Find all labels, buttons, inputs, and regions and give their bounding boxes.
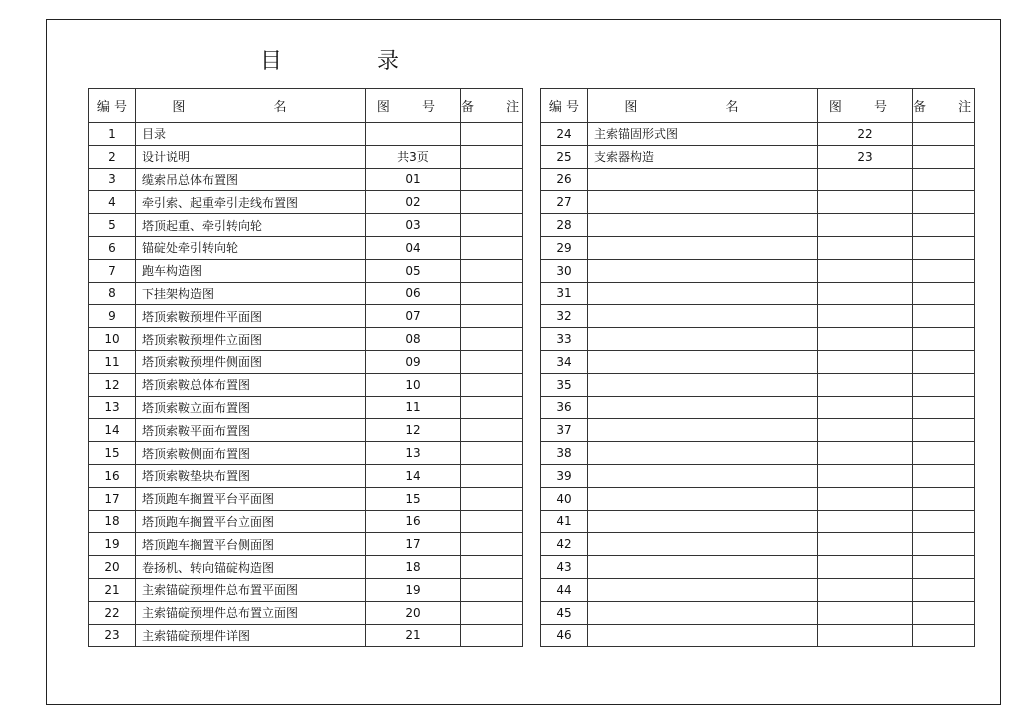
table-row [89,259,523,282]
index-table-right [540,88,986,647]
cell-number: 27 [541,191,588,214]
cell-drawing-number: 13 [366,442,461,465]
index-table-left [88,88,534,647]
cell-remark [461,145,523,168]
table-row [541,214,975,237]
cell-remark [461,373,523,396]
cell-drawing-number [818,556,913,579]
table-row [541,533,975,556]
cell-drawing-number: 08 [366,328,461,351]
cell-remark [461,396,523,419]
cell-drawing-name: 塔顶起重、牵引转向轮 [136,214,366,237]
cell-number: 6 [89,236,136,259]
cell-drawing-number: 18 [366,556,461,579]
header-number: 编 号 [89,89,136,123]
cell-drawing-number: 05 [366,259,461,282]
table-row [89,624,523,647]
cell-drawing-name: 塔顶索鞍预埋件立面图 [136,328,366,351]
cell-remark [461,487,523,510]
cell-number: 3 [89,168,136,191]
cell-remark [913,487,975,510]
cell-drawing-name [588,282,818,305]
cell-number: 40 [541,487,588,510]
cell-number: 4 [89,191,136,214]
cell-number: 7 [89,259,136,282]
cell-remark [913,236,975,259]
cell-drawing-name [588,373,818,396]
cell-drawing-number [818,487,913,510]
cell-drawing-name [588,487,818,510]
table-row [89,123,523,146]
cell-remark [913,533,975,556]
cell-drawing-number [818,214,913,237]
table-row [541,510,975,533]
table-row [541,350,975,373]
cell-drawing-number: 07 [366,305,461,328]
cell-drawing-name: 设计说明 [136,145,366,168]
cell-remark [461,533,523,556]
cell-drawing-number: 19 [366,578,461,601]
table-row [541,373,975,396]
cell-drawing-number: 12 [366,419,461,442]
cell-remark [461,168,523,191]
table-row [89,214,523,237]
cell-drawing-name: 主索锚碇预埋件总布置立面图 [136,601,366,624]
cell-number: 33 [541,328,588,351]
cell-drawing-number: 10 [366,373,461,396]
header-remark: 备 注 [913,89,975,123]
cell-drawing-name [588,191,818,214]
cell-number: 19 [89,533,136,556]
cell-drawing-number [818,236,913,259]
cell-remark [461,328,523,351]
table-row [541,236,975,259]
cell-drawing-number: 17 [366,533,461,556]
table-row [541,464,975,487]
cell-drawing-name: 塔顶索鞍预埋件侧面图 [136,350,366,373]
cell-number: 46 [541,624,588,647]
cell-remark [913,510,975,533]
cell-drawing-number [818,373,913,396]
header-drawing-number: 图 号 [366,89,461,123]
table-row [541,578,975,601]
cell-drawing-number [818,350,913,373]
table-header-row [541,89,975,123]
table-row [541,601,975,624]
table-row [89,419,523,442]
table-row [89,396,523,419]
table-row [89,487,523,510]
cell-number: 25 [541,145,588,168]
cell-drawing-name: 塔顶索鞍预埋件平面图 [136,305,366,328]
cell-drawing-number: 03 [366,214,461,237]
header-number: 编 号 [541,89,588,123]
cell-remark [461,214,523,237]
cell-drawing-number: 06 [366,282,461,305]
cell-remark [461,601,523,624]
cell-number: 18 [89,510,136,533]
cell-drawing-name: 目录 [136,123,366,146]
table-row [89,442,523,465]
cell-drawing-name [588,624,818,647]
table-row [541,168,975,191]
cell-remark [913,350,975,373]
cell-remark [913,442,975,465]
cell-number: 31 [541,282,588,305]
cell-drawing-name: 塔顶索鞍总体布置图 [136,373,366,396]
cell-drawing-name: 塔顶跑车搁置平台平面图 [136,487,366,510]
table-row [89,328,523,351]
cell-drawing-name [588,214,818,237]
header-drawing-name: 图 名 [588,89,818,123]
cell-remark [461,259,523,282]
cell-drawing-name: 塔顶索鞍侧面布置图 [136,442,366,465]
cell-number: 37 [541,419,588,442]
cell-drawing-name: 塔顶索鞍垫块布置图 [136,464,366,487]
cell-number: 14 [89,419,136,442]
table-row [89,601,523,624]
cell-number: 15 [89,442,136,465]
table-row [541,328,975,351]
cell-number: 32 [541,305,588,328]
cell-drawing-name [588,305,818,328]
cell-number: 28 [541,214,588,237]
cell-remark [913,282,975,305]
cell-number: 43 [541,556,588,579]
cell-drawing-number: 23 [818,145,913,168]
table-row [89,578,523,601]
table-row [541,305,975,328]
cell-remark [913,123,975,146]
cell-remark [913,396,975,419]
cell-drawing-name: 塔顶索鞍立面布置图 [136,396,366,419]
cell-remark [913,419,975,442]
cell-remark [461,305,523,328]
cell-drawing-name [588,464,818,487]
cell-number: 38 [541,442,588,465]
cell-drawing-number: 共3页 [366,145,461,168]
header-drawing-number: 图 号 [818,89,913,123]
cell-remark [913,556,975,579]
cell-drawing-name: 塔顶索鞍平面布置图 [136,419,366,442]
cell-number: 1 [89,123,136,146]
cell-drawing-name: 主索锚碇预埋件总布置平面图 [136,578,366,601]
cell-remark [461,191,523,214]
cell-drawing-number [818,578,913,601]
cell-drawing-name: 牵引索、起重牵引走线布置图 [136,191,366,214]
cell-drawing-number: 22 [818,123,913,146]
cell-remark [913,578,975,601]
cell-drawing-number [818,259,913,282]
cell-drawing-name [588,236,818,259]
cell-number: 21 [89,578,136,601]
cell-drawing-number [818,533,913,556]
table-row [89,556,523,579]
cell-drawing-name: 跑车构造图 [136,259,366,282]
cell-drawing-name: 支索器构造 [588,145,818,168]
cell-remark [913,624,975,647]
cell-remark [913,464,975,487]
cell-drawing-number: 01 [366,168,461,191]
cell-number: 2 [89,145,136,168]
table-row [89,168,523,191]
table-row [89,191,523,214]
cell-drawing-number [818,442,913,465]
cell-drawing-number [366,123,461,146]
cell-drawing-name: 主索锚碇预埋件详图 [136,624,366,647]
cell-drawing-name: 塔顶跑车搁置平台侧面图 [136,533,366,556]
table-row [89,350,523,373]
cell-drawing-number: 16 [366,510,461,533]
cell-drawing-name [588,556,818,579]
cell-drawing-name [588,419,818,442]
table-row [89,145,523,168]
cell-drawing-name [588,578,818,601]
cell-drawing-number [818,510,913,533]
cell-drawing-number: 11 [366,396,461,419]
cell-drawing-name: 下挂架构造图 [136,282,366,305]
cell-drawing-number [818,168,913,191]
cell-remark [913,214,975,237]
page-title: 目 录 [260,49,443,74]
cell-drawing-number: 21 [366,624,461,647]
cell-number: 10 [89,328,136,351]
table-row [89,282,523,305]
cell-number: 16 [89,464,136,487]
cell-remark [913,191,975,214]
cell-remark [913,373,975,396]
cell-drawing-number [818,624,913,647]
cell-drawing-number: 04 [366,236,461,259]
cell-number: 20 [89,556,136,579]
cell-drawing-number [818,419,913,442]
cell-drawing-name [588,510,818,533]
cell-drawing-name [588,396,818,419]
cell-remark [913,145,975,168]
table-row [541,282,975,305]
cell-drawing-number [818,601,913,624]
table-row [89,533,523,556]
cell-number: 26 [541,168,588,191]
table-row [89,236,523,259]
cell-remark [461,442,523,465]
cell-drawing-number [818,464,913,487]
table-row [541,191,975,214]
cell-number: 17 [89,487,136,510]
cell-number: 35 [541,373,588,396]
cell-remark [461,464,523,487]
cell-drawing-number [818,396,913,419]
cell-drawing-name [588,350,818,373]
cell-drawing-number: 14 [366,464,461,487]
cell-drawing-number: 09 [366,350,461,373]
cell-remark [461,556,523,579]
cell-drawing-number [818,305,913,328]
cell-drawing-number: 20 [366,601,461,624]
cell-remark [913,259,975,282]
table-row [541,123,975,146]
cell-number: 34 [541,350,588,373]
table-row [541,419,975,442]
cell-remark [461,510,523,533]
cell-number: 29 [541,236,588,259]
cell-remark [461,350,523,373]
cell-drawing-number [818,191,913,214]
table-row [541,396,975,419]
cell-number: 13 [89,396,136,419]
cell-drawing-name: 卷扬机、转向锚碇构造图 [136,556,366,579]
cell-remark [461,236,523,259]
cell-number: 45 [541,601,588,624]
cell-drawing-name: 主索锚固形式图 [588,123,818,146]
cell-drawing-name [588,259,818,282]
cell-drawing-number [818,328,913,351]
cell-number: 44 [541,578,588,601]
table-row [541,624,975,647]
table-row [89,510,523,533]
cell-drawing-name: 缆索吊总体布置图 [136,168,366,191]
cell-remark [461,123,523,146]
table-row [541,487,975,510]
header-remark: 备 注 [461,89,523,123]
cell-drawing-name: 锚碇处牵引转向轮 [136,236,366,259]
cell-number: 39 [541,464,588,487]
cell-drawing-number: 15 [366,487,461,510]
cell-remark [461,624,523,647]
table-row [541,259,975,282]
cell-number: 24 [541,123,588,146]
cell-number: 22 [89,601,136,624]
cell-number: 30 [541,259,588,282]
cell-drawing-name: 塔顶跑车搁置平台立面图 [136,510,366,533]
cell-remark [913,305,975,328]
cell-number: 36 [541,396,588,419]
table-header-row [89,89,523,123]
cell-number: 42 [541,533,588,556]
cell-drawing-number: 02 [366,191,461,214]
table-row [541,442,975,465]
table-row [89,373,523,396]
table-row [89,464,523,487]
cell-number: 11 [89,350,136,373]
cell-number: 8 [89,282,136,305]
cell-drawing-name [588,168,818,191]
header-drawing-name: 图 名 [136,89,366,123]
cell-remark [913,328,975,351]
cell-remark [461,282,523,305]
cell-remark [913,168,975,191]
cell-number: 5 [89,214,136,237]
cell-remark [461,578,523,601]
table-row [89,305,523,328]
cell-remark [913,601,975,624]
cell-number: 12 [89,373,136,396]
cell-drawing-name [588,533,818,556]
cell-number: 9 [89,305,136,328]
cell-drawing-name [588,442,818,465]
cell-number: 23 [89,624,136,647]
cell-number: 41 [541,510,588,533]
table-row [541,556,975,579]
cell-remark [461,419,523,442]
cell-drawing-name [588,601,818,624]
cell-drawing-number [818,282,913,305]
cell-drawing-name [588,328,818,351]
table-row [541,145,975,168]
